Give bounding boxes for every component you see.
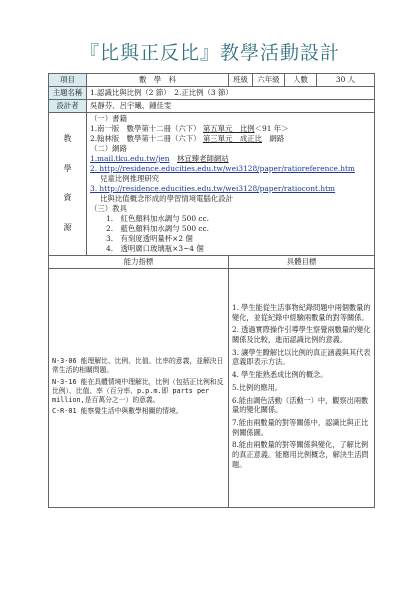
- book-1: 1.南一版 數學第十二冊（六下） 第五單元 比例＜91 年＞: [90, 123, 289, 133]
- network-heading: （二）網路: [90, 143, 127, 153]
- count-cell: 30 人: [317, 74, 375, 87]
- designer-label: 設計者: [49, 99, 87, 112]
- tool-item: 1. 紅色顏料加水調勻 500 cc.: [106, 213, 210, 223]
- tools-heading: （三）教具: [90, 203, 127, 213]
- item-label: 項目: [49, 74, 87, 87]
- ability-heading: 能力指標: [49, 255, 229, 268]
- grade-label: 班級: [229, 74, 253, 87]
- goal-item: 1. 學生能從生活事物紀錄問題中兩個數量的變化，並從紀錄中經驗兩數量的對等關係。: [232, 302, 371, 322]
- network-link-2[interactable]: 2. http://residence.educities.edu.tw/wei3128/paper/ratioreference.htm: [90, 163, 355, 173]
- goal-item: 2. 透過實際操作引導學生察覺兩數量的變化關係及比較，進而認識比例的意義。: [232, 325, 371, 344]
- goal-item: 3. 讓學生瞭解比以比例的真正涵義與其代表意義即表示方法。: [232, 347, 371, 367]
- network-link-3[interactable]: 3. http://residence.educities.edu.tw/wei3128/paper/ratiocont.htm: [90, 183, 336, 193]
- network-desc-2: 兒童比例推理研究: [100, 173, 160, 183]
- grade-cell: 六年級: [253, 74, 285, 87]
- topic-value: 1.認識比與比例（2 節） 2.正比例（3 節）: [87, 86, 375, 99]
- network-link-1[interactable]: 1.mail.tku.edu.tw/jen: [90, 153, 170, 163]
- goal-item: 6.能由調色活動（活動一）中，觀察出兩數量的變化關係。: [232, 395, 369, 415]
- resources-row: [49, 112, 375, 255]
- ability-list: [49, 268, 229, 507]
- topic-label: 主題名稱: [49, 86, 87, 99]
- count-label: 人數: [285, 74, 317, 87]
- ability-item: C-R-01 能察覺生活中與數學相關的情境。: [52, 407, 183, 416]
- goal-item: 7.能由兩數量的對等關係中，認識比與正比例關係圖。: [232, 418, 369, 437]
- page-title: 『比與正反比』教學活動設計: [79, 42, 340, 64]
- tool-item: 4. 透明廣口玻璃瓶×3~4 個: [106, 243, 204, 253]
- header-row: [49, 74, 375, 87]
- goal-item: 8.能由兩數量的對等關係與變化，了解比例的真正意義。能應用比例概念，解決生活問題。: [232, 440, 369, 469]
- goals-list: [229, 268, 375, 507]
- network-1: 1.mail.tku.edu.tw/jen 林宜臻老師網站: [90, 153, 229, 163]
- goals-heading: 具體目標: [229, 255, 375, 268]
- books-heading: （一）書籍: [90, 113, 127, 123]
- lesson-plan-table: [48, 73, 375, 508]
- objectives-row: [49, 268, 375, 507]
- designer-row: [49, 99, 375, 112]
- goal-item: 5.比例的應用。: [232, 382, 282, 392]
- tool-item: 2. 藍色顏料加水調勻 500 cc.: [106, 223, 210, 233]
- subject-cell: 數 學 科: [87, 74, 229, 87]
- network-desc-3: 比與比值概念形成的學習情境電腦化設計: [100, 193, 234, 203]
- resources-side-label: 教 學 資 源: [49, 112, 87, 255]
- ability-item: N-3-16 能在具體情境中理解比，比例（包括正比例和反比例）、比值、率（百分率、p.p.m.即 parts per million,是百萬分之一）的意義。: [52, 377, 224, 404]
- topic-row: [49, 86, 375, 99]
- book-2: 2.翰林版 數學第十二冊（六下） 第三單元 成正比 網路: [90, 133, 285, 143]
- objectives-head-row: [49, 255, 375, 268]
- designer-value: 吳靜芬、呂宇曦、鍾佳雯: [87, 99, 375, 112]
- ability-item: N-3-06 能理解比、比例、比值、比率的意義，並解決日常生活的相關問題。: [52, 357, 224, 375]
- tool-item: 3. 有刻度透明量杯×2 個: [106, 233, 193, 243]
- goal-item: 4. 學生能熟悉成比例的概念。: [232, 370, 328, 380]
- resources-content: [87, 112, 375, 255]
